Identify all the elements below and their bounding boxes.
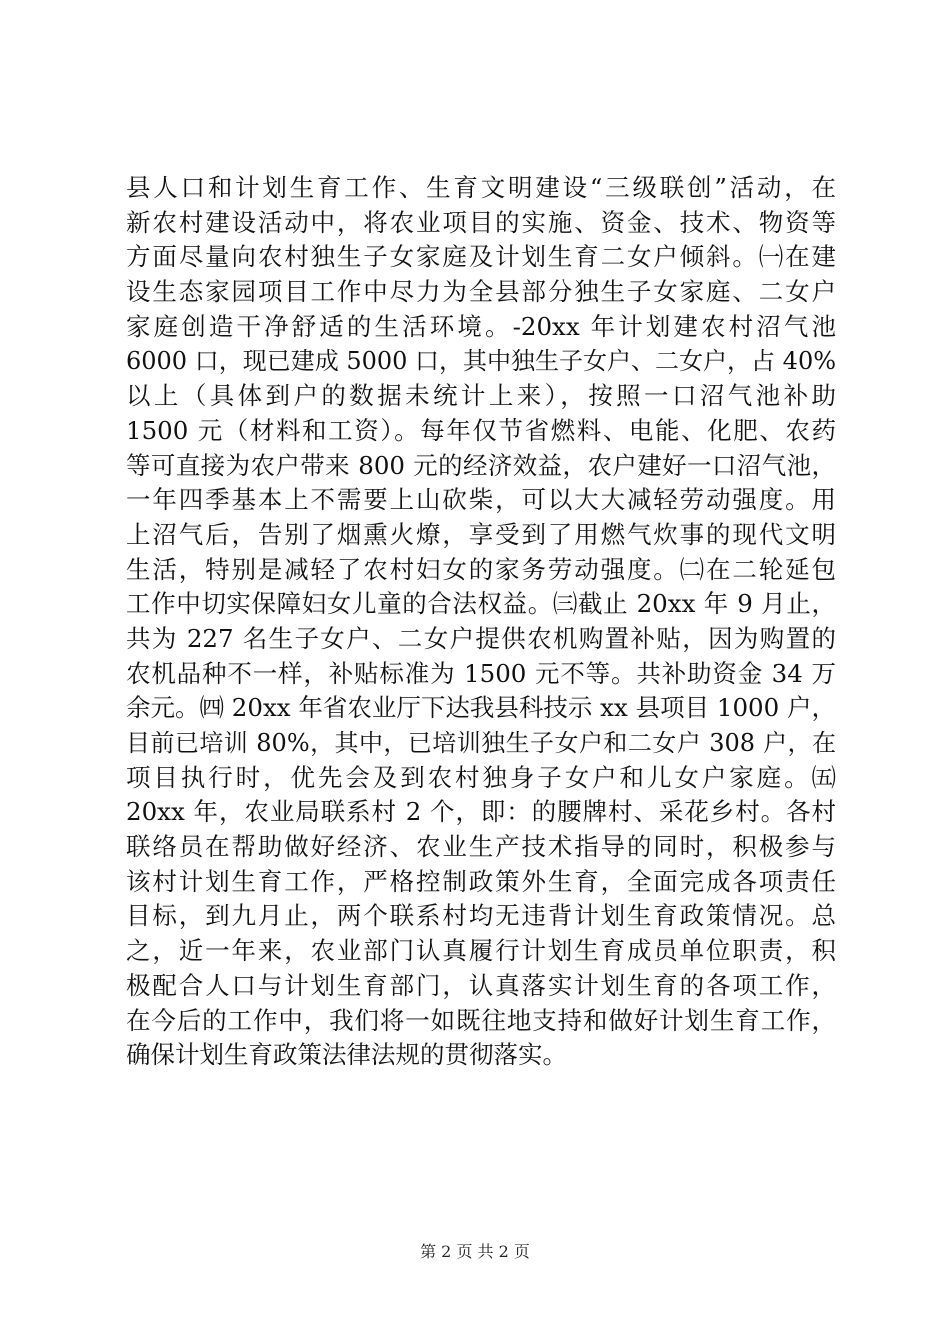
text-line: 农机品种不一样，补贴标准为 1500 元不等。共补助资金 34 万 bbox=[126, 658, 836, 688]
text-line: 之，近一年来，农业部门认真履行计划生育成员单位职责，积 bbox=[126, 936, 836, 966]
text-line: 共为 227 名生子女户、二女户提供农机购置补贴，因为购置的 bbox=[126, 623, 836, 653]
text-line: 以上（具体到户的数据未统计上来），按照一口沼气池补助 bbox=[126, 381, 836, 411]
text-line: 目前已培训 80%，其中，已培训独生子女户和二女户 308 户，在 bbox=[126, 729, 836, 757]
text-line: 确保计划生育政策法律法规的贯彻落实。 bbox=[126, 1040, 567, 1070]
text-line: 极配合人口与计划生育部门，认真落实计划生育的各项工作， bbox=[126, 970, 836, 1000]
text-line: 上沼气后，告别了烟熏火燎，享受到了用燃气炊事的现代文明 bbox=[126, 519, 836, 549]
text-line: 1500 元（材料和工资）。每年仅节省燃料、电能、化肥、农药 bbox=[126, 415, 836, 445]
text-line: 6000 口，现已建成 5000 口，其中独生子女户、二女户，占 40% bbox=[126, 347, 837, 376]
text-line: 该村计划生育工作，严格控制政策外生育，全面完成各项责任 bbox=[126, 866, 836, 896]
text-line: 设生态家园项目工作中尽力为全县部分独生子女家庭、二女户 bbox=[126, 277, 836, 307]
page-footer bbox=[0, 1241, 950, 1263]
text-line: 在今后的工作中，我们将一如既往地支持和做好计划生育工作， bbox=[126, 1005, 836, 1035]
body-paragraph bbox=[126, 171, 836, 1073]
text-line: 余元。㈣ 20xx 年省农业厅下达我县科技示 xx 县项目 1000 户， bbox=[126, 693, 837, 723]
text-line: 家庭创造干净舒适的生活环境。-20xx 年计划建农村沼气池 bbox=[126, 311, 836, 341]
text-line: 新农村建设活动中，将农业项目的实施、资金、技术、物资等 bbox=[126, 207, 836, 237]
text-line: 方面尽量向农村独生子女家庭及计划生育二女户倾斜。㈠在建 bbox=[126, 242, 836, 272]
text-line: 目标，到九月止，两个联系村均无违背计划生育政策情况。总 bbox=[126, 901, 836, 931]
text-line: 生活，特别是减轻了农村妇女的家务劳动强度。㈡在二轮延包 bbox=[126, 554, 836, 584]
text-line: 工作中切实保障妇女儿童的合法权益。㈢截止 20xx 年 9 月止， bbox=[126, 589, 836, 619]
text-line: 联络员在帮助做好经济、农业生产技术指导的同时，积极参与 bbox=[126, 832, 836, 862]
text-line: 20xx 年，农业局联系村 2 个，即：的腰牌村、采花乡村。各村 bbox=[126, 797, 836, 827]
text-line: 一年四季基本上不需要上山砍柴，可以大大减轻劳动强度。用 bbox=[126, 485, 836, 515]
text-line: 等可直接为农户带来 800 元的经济效益，农户建好一口沼气池， bbox=[126, 450, 836, 480]
text-line: 项目执行时，优先会及到农村独身子女户和儿女户家庭。㈤ bbox=[126, 762, 836, 792]
page-number-label: 第 2 页 共 2 页 bbox=[420, 1242, 530, 1261]
text-line: 县人口和计划生育工作、生育文明建设“三级联创”活动，在 bbox=[126, 173, 836, 202]
